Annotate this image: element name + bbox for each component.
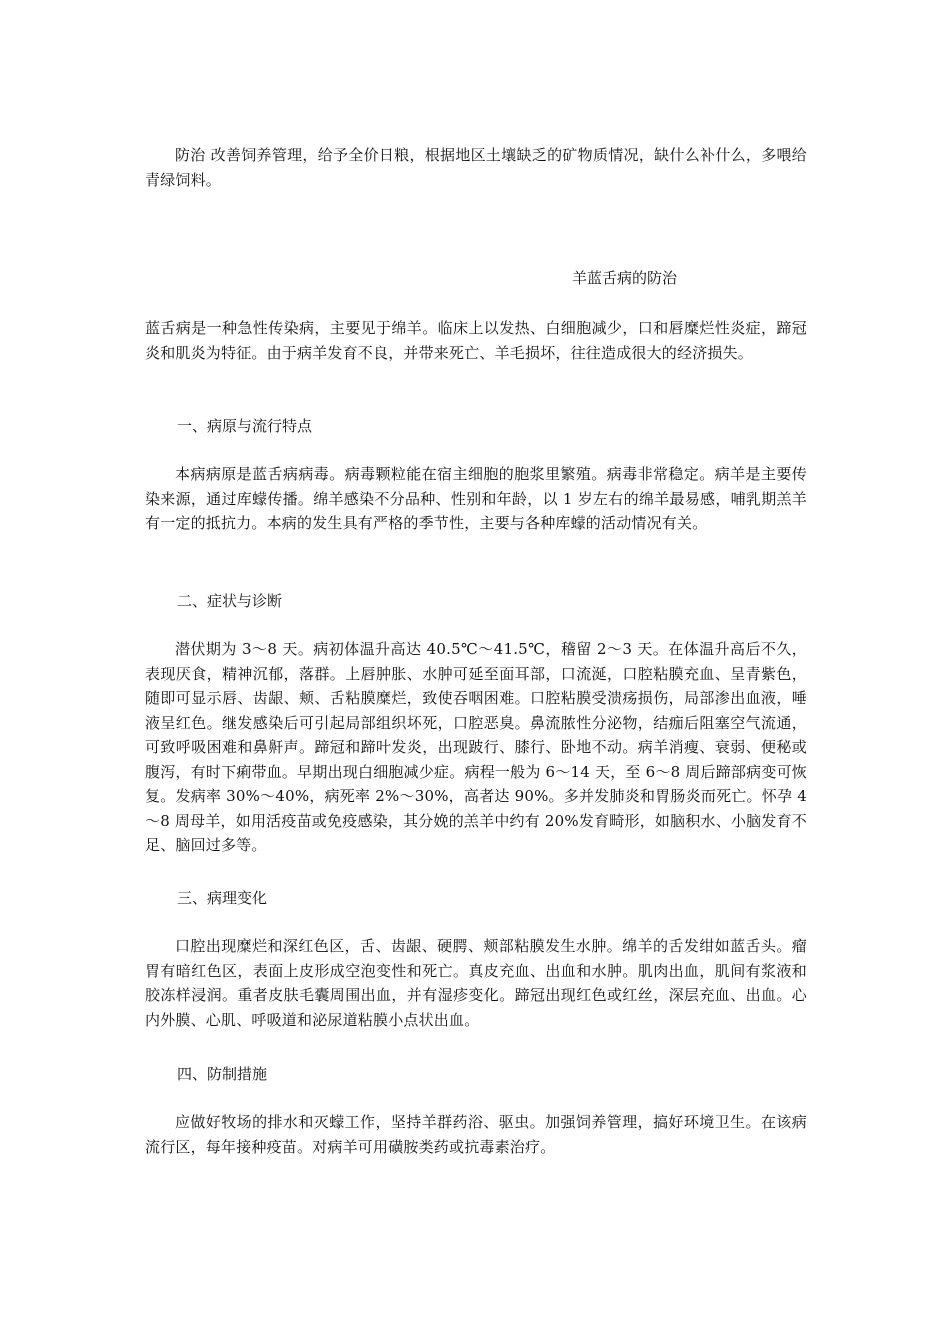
section-heading-4: 四、防制措施 bbox=[177, 1065, 268, 1083]
section-body-4: 应做好牧场的排水和灭蠓工作，坚持羊群药浴、驱虫。加强饲养管理，搞好环境卫生。在该病流行区，每年接种疫苗。对病羊可用磺胺类药或抗毒素治疗。 bbox=[145, 1113, 807, 1156]
section-heading-2: 二、症状与诊断 bbox=[177, 592, 283, 610]
section-heading-1: 一、病原与流行特点 bbox=[177, 417, 313, 435]
intro-paragraph: 防治 改善饲养管理，给予全价日粮，根据地区土壤缺乏的矿物质情况，缺什么补什么，多喂给青绿饲料。 bbox=[145, 146, 807, 189]
section-body-1: 本病病原是蓝舌病病毒。病毒颗粒能在宿主细胞的胞浆里繁殖。病毒非常稳定。病羊是主要传染来源，通过库蠓传播。绵羊感染不分品种、性别和年龄，以 1 岁左右的绵羊最易感，哺乳期羔羊有一定的抵抗力。本病的发生具有严格的季节性，主要与各种库蠓的活动情况有关。 bbox=[145, 465, 807, 532]
article-title: 羊蓝舌病的防治 bbox=[572, 269, 678, 287]
section-body-3: 口腔出现糜烂和深红色区，舌、齿龈、硬腭、颊部粘膜发生水肿。绵羊的舌发绀如蓝舌头。瘤胃有暗红色区，表面上皮形成空泡变性和死亡。真皮充血、出血和水肿。肌肉出血，肌间有浆液和胶冻样浸润。重者皮肤毛囊周围出血，并有湿疹变化。蹄冠出现红色或红丝，深层充血、出血。心内外膜、心肌、呼吸道和泌尿道粘膜小点状出血。 bbox=[145, 937, 807, 1029]
section-body-2: 潜伏期为 3～8 天。病初体温升高达 40.5℃～41.5℃，稽留 2～3 天。在体温升高后不久，表现厌食，精神沉郁，落群。上唇肿胀、水肿可延至面耳部，口流涎，口腔粘膜充血、呈青紫色，随即可显示唇、齿龈、颊、舌粘膜糜烂，致使吞咽困难。口腔粘膜受溃疡损伤，局部渗出血液，唾液呈红色。继发感染后可引起局部组织坏死，口腔恶臭。鼻流脓性分泌物，结痂后阻塞空气流通，可致呼吸困难和鼻鼾声。蹄冠和蹄叶发炎，出现跛行、膝行、卧地不动。病羊消瘦、衰弱、便秘或腹泻，有时下痢带血。早期出现白细胞减少症。病程一般为 6～14 天，至 6～8 周后蹄部病变可恢复。发病率 30%～40%，病死率 2%～30%，高者达 90%。多并发肺炎和胃肠炎而死亡。怀孕 4～8 周母羊，如用活疫苗或免疫感染，其分娩的羔羊中约有 20%发育畸形，如脑积水、小脑发育不足、脑回过多等。 bbox=[145, 640, 807, 854]
lead-paragraph: 蓝舌病是一种急性传染病，主要见于绵羊。临床上以发热、白细胞减少，口和唇糜烂性炎症，蹄冠炎和肌炎为特征。由于病羊发育不良，并带来死亡、羊毛损坏，往往造成很大的经济损失。 bbox=[145, 319, 807, 362]
section-heading-3: 三、病理变化 bbox=[177, 889, 268, 907]
